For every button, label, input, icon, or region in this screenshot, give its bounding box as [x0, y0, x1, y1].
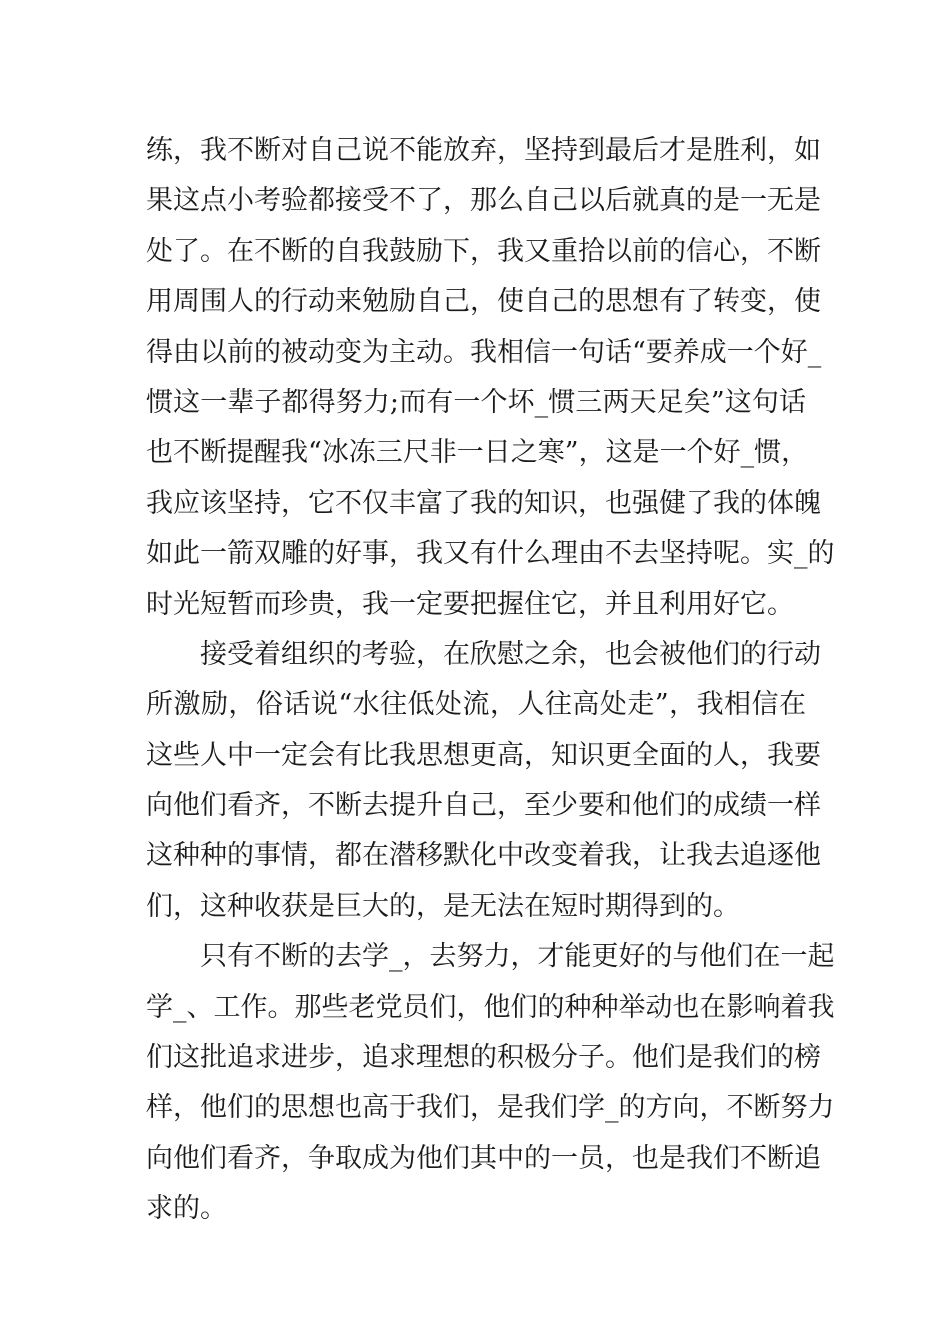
- paragraph-line: 我应该坚持，它不仅丰富了我的知识，也强健了我的体魄: [146, 487, 821, 519]
- paragraph-line: 所激励，俗话说“水往低处流，人往高处走”，我相信在: [146, 689, 806, 721]
- paragraph-3: [146, 932, 835, 1234]
- paragraph-line: 也不断提醒我“冰冻三尺非一日之寒”，这是一个好_惯，: [146, 437, 809, 469]
- paragraph-line: 学_、工作。那些老党员们，他们的种种举动也在影响着我: [146, 991, 835, 1023]
- paragraph-line: 这些人中一定会有比我思想更高，知识更全面的人，我要: [146, 739, 821, 771]
- paragraph-line: 这种种的事情，都在潜移默化中改变着我，让我去追逐他: [146, 840, 821, 872]
- paragraph-line: 时光短暂而珍贵，我一定要把握住它，并且利用好它。: [146, 588, 794, 620]
- paragraph-line: 惯这一辈子都得努力;而有一个坏_惯三两天足矣”这句话: [146, 386, 806, 418]
- paragraph-line: 练，我不断对自己说不能放弃，坚持到最后才是胜利，如: [146, 135, 821, 166]
- paragraph-line: 得由以前的被动变为主动。我相信一句话“要养成一个好_: [146, 336, 822, 368]
- paragraph-line: 向他们看齐，不断去提升自己，至少要和他们的成绩一样: [146, 790, 821, 822]
- paragraph-line: 处了。在不断的自我鼓励下，我又重拾以前的信心，不断: [146, 235, 821, 267]
- paragraph-line: 们，这种收获是巨大的，是无法在短时期得到的。: [146, 890, 740, 922]
- paragraph-line: 如此一箭双雕的好事，我又有什么理由不去坚持呢。实_的: [146, 538, 835, 570]
- paragraph-line: 样，他们的思想也高于我们，是我们学_的方向，不断努力: [146, 1092, 835, 1124]
- paragraph-2: [146, 630, 821, 932]
- paragraph-line: 求的。: [146, 1193, 227, 1225]
- paragraph-line: 果这点小考验都接受不了，那么自己以后就真的是一无是: [146, 185, 821, 217]
- paragraph-line: 用周围人的行动来勉励自己，使自己的思想有了转变，使: [146, 286, 821, 318]
- paragraph-line: 接受着组织的考验，在欣慰之余，也会被他们的行动: [200, 638, 821, 670]
- paragraph-1: [146, 126, 835, 630]
- paragraph-line: 向他们看齐，争取成为他们其中的一员，也是我们不断追: [146, 1142, 821, 1174]
- paragraph-line: 只有不断的去学_，去努力，才能更好的与他们在一起: [200, 941, 835, 973]
- paragraph-line: 们这批追求进步，追求理想的积极分子。他们是我们的榜: [146, 1042, 821, 1074]
- document-body: [146, 126, 835, 1235]
